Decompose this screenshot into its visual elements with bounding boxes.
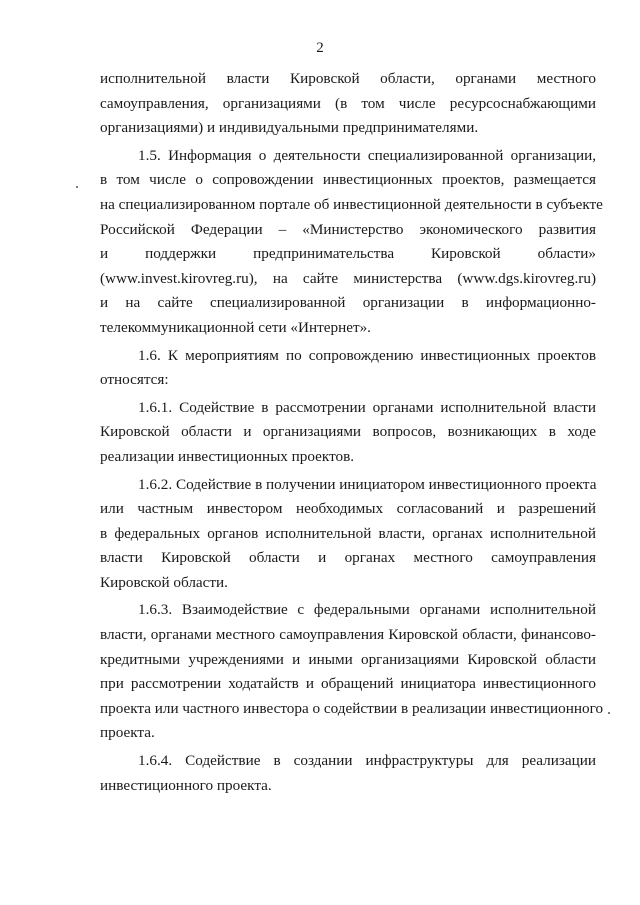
text-line: и поддержки предпринимательства Кировской области» (100, 245, 596, 263)
paragraph-1-6-4 (100, 749, 596, 798)
paragraph-1-6-3 (100, 598, 604, 746)
paragraph-1-6 (100, 344, 596, 393)
text-line: в федеральных органов исполнительной власти, органах исполнительной (100, 524, 596, 542)
text-line: 1.6.1. Содействие в рассмотрении органами исполнительной власти (138, 398, 596, 416)
text-line: на специализированном портале об инвестиционной деятельности в субъекте (100, 195, 603, 213)
text-line: в том числе о сопровождении инвестиционных проектов, размещается (100, 171, 596, 189)
text-line: или частным инвестором необходимых согласований и разрешений (100, 500, 596, 518)
text-line: и на сайте специализированной организации в информационно- (100, 294, 596, 312)
text-line: организациями) и индивидуальными предпринимателями. (100, 119, 479, 137)
text-line: при рассмотрении ходатайств и обращений инициатора инвестиционного (100, 675, 596, 693)
text-line: 1.6.2. Содействие в получении инициатором инвестиционного проекта (138, 475, 597, 493)
page-number: 2 (316, 40, 324, 56)
text-line: самоуправления, организациями (в том числе ресурсоснабжающими (100, 94, 596, 112)
paragraph-1-6-1 (100, 396, 596, 470)
text-line: власти Кировской области и органах местного самоуправления (100, 549, 596, 567)
text-line: инвестиционного проекта. (100, 776, 272, 794)
paragraph-1-6-2 (100, 473, 596, 596)
text-line: Российской Федерации – «Министерство экономического развития (100, 220, 596, 238)
scan-speck (76, 186, 78, 188)
text-line: Кировской области и организациями вопросов, возникающих в ходе (100, 423, 596, 441)
paragraph-continuation (100, 67, 596, 141)
text-line: телекоммуникационной сети «Интернет». (100, 318, 371, 336)
text-line: 1.6.4. Содействие в создании инфраструктуры для реализации (138, 752, 596, 770)
text-line: 1.6. К мероприятиям по сопровождению инвестиционных проектов (138, 346, 596, 364)
document-body (100, 67, 604, 798)
paragraph-1-5 (100, 144, 603, 341)
text-line: власти, органами местного самоуправления Кировской области, финансово- (100, 626, 596, 644)
text-line: 1.6.3. Взаимодействие с федеральными органами исполнительной (138, 601, 596, 619)
text-line: относятся: (100, 371, 169, 389)
text-line: проекта. (100, 724, 155, 742)
text-line: 1.5. Информация о деятельности специализированной организации, (138, 146, 596, 164)
scan-speck (608, 712, 610, 714)
text-line: исполнительной власти Кировской области, органами местного (100, 70, 596, 87)
text-line: (www.invest.kirovreg.ru), на сайте министерства (www.dgs.kirovreg.ru) (100, 269, 596, 287)
text-line: Кировской области. (100, 573, 228, 591)
text-line: реализации инвестиционных проектов. (100, 447, 355, 465)
text-line: кредитными учреждениями и иными организациями Кировской области (100, 650, 596, 668)
text-line: проекта или частного инвестора о содействии в реализации инвестиционного (100, 699, 604, 717)
